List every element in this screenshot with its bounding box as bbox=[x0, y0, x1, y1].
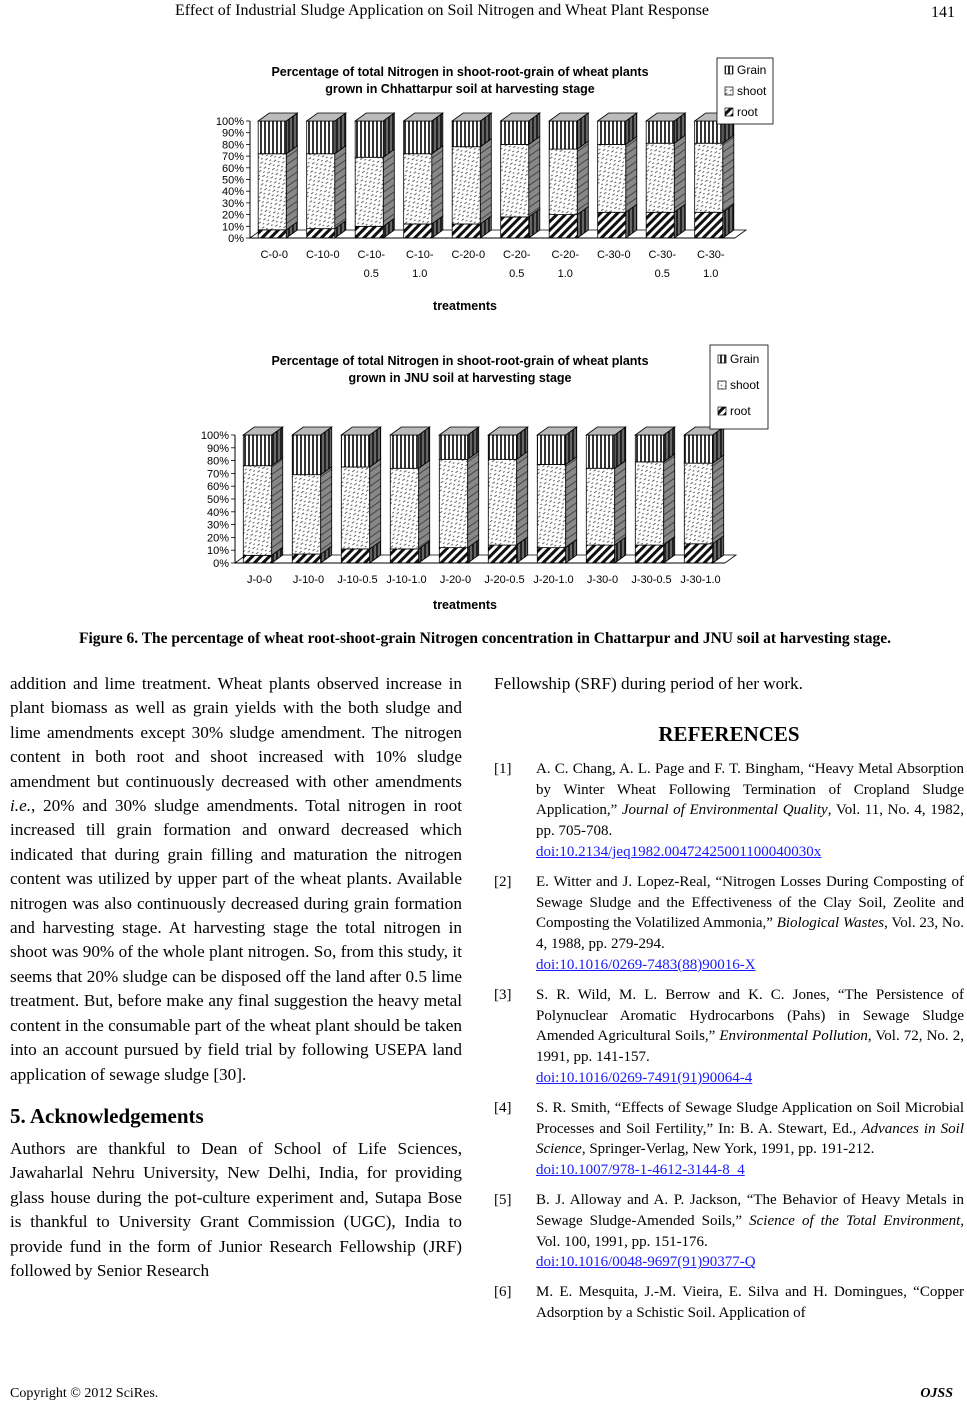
bar-segment-grain bbox=[598, 121, 626, 144]
y-tick-label: 40% bbox=[221, 186, 244, 199]
reference-text: A. C. Chang, A. L. Page and F. T. Bingham, “Heavy Metal Absorption by Winter Wheat Following Termination of Cropland Sludge Application,” Journal of Environmental Quality, Vol. 11, No. 4, 1982, pp. 705-708. doi:10.2134/jeq1982.00472425001100040030x bbox=[536, 759, 964, 863]
bar-segment-grain bbox=[646, 121, 674, 143]
bar-segment-root bbox=[390, 549, 418, 563]
bar-segment-shoot bbox=[452, 147, 480, 224]
legend-label-grain: Grain bbox=[730, 352, 760, 366]
bar-segment-shoot bbox=[635, 462, 663, 545]
bar-side-shoot bbox=[383, 149, 394, 226]
bar-segment-root bbox=[258, 230, 286, 238]
chart-jnu bbox=[0, 340, 967, 620]
doi-link[interactable]: doi:10.1016/0048-9697(91)90377-Q bbox=[536, 1254, 756, 1271]
bar-segment-root bbox=[695, 212, 723, 238]
bar-segment-shoot bbox=[341, 467, 369, 549]
x-tick-label: C-0-0 bbox=[260, 249, 289, 261]
y-tick-label: 100% bbox=[215, 116, 244, 128]
x-tick-label: 1.0 bbox=[412, 268, 428, 280]
y-tick-label: 20% bbox=[221, 209, 244, 222]
bar-segment-shoot bbox=[549, 149, 577, 215]
x-tick-label: 1.0 bbox=[703, 268, 719, 280]
chart-subtitle: grown in Chhattarpur soil at harvesting stage bbox=[325, 82, 595, 96]
acknowledgements-text: Authors are thankful to Dean of School of Life Sciences, Jawaharlal Nehru University, New Delhi, India, for providing glass house during the pot-culture experiment and, Sutapa Bose is thankful to University Grant Commission (UGC), India to provide fund in the form of Junior Research Fellowship (JRF) followed by Senior Research bbox=[10, 1138, 462, 1280]
bar-segment-grain bbox=[586, 435, 614, 468]
x-tick-label: J-20-1.0 bbox=[533, 574, 574, 586]
x-tick-label: J-20-0 bbox=[439, 574, 472, 586]
bar-segment-grain bbox=[635, 435, 663, 462]
bar-segment-shoot bbox=[695, 143, 723, 212]
acknowledgements-continued: Fellowship (SRF) during period of her work. bbox=[494, 674, 803, 693]
y-tick-label: 0% bbox=[213, 558, 229, 570]
chart-chhattarpur-svg bbox=[0, 48, 967, 323]
bar-side-shoot bbox=[577, 141, 588, 215]
y-tick-label: 100% bbox=[200, 430, 229, 442]
bar-segment-grain bbox=[684, 435, 712, 463]
chart-title: Percentage of total Nitrogen in shoot-root-grain of wheat plants bbox=[271, 65, 649, 79]
reference-list bbox=[494, 759, 964, 1324]
chart-subtitle: grown in JNU soil at harvesting stage bbox=[348, 371, 572, 385]
reference-item bbox=[494, 985, 964, 1089]
bar-segment-shoot bbox=[646, 143, 674, 212]
bar-segment-shoot bbox=[355, 157, 383, 226]
legend-swatch-root bbox=[718, 407, 726, 415]
bar-segment-root bbox=[452, 224, 480, 238]
bar-segment-shoot bbox=[258, 154, 286, 230]
y-tick-label: 70% bbox=[221, 151, 244, 164]
copyright: Copyright © 2012 SciRes. bbox=[10, 1386, 159, 1401]
y-tick-label: 70% bbox=[206, 468, 229, 481]
x-tick-label: J-30-0.5 bbox=[631, 574, 672, 586]
y-tick-label: 90% bbox=[206, 442, 229, 455]
legend-swatch-grain bbox=[718, 355, 726, 363]
x-tick-label: C-20- bbox=[551, 249, 580, 261]
bar-segment-grain bbox=[355, 121, 383, 157]
reference-item bbox=[494, 872, 964, 976]
x-tick-label: J-10-1.0 bbox=[386, 574, 427, 586]
y-tick-label: 10% bbox=[221, 221, 244, 234]
bar-segment-grain bbox=[390, 435, 418, 468]
reference-number: [5] bbox=[494, 1191, 512, 1208]
bar-segment-root bbox=[439, 548, 467, 563]
y-tick-label: 0% bbox=[228, 233, 244, 245]
y-tick-label: 60% bbox=[221, 162, 244, 175]
x-tick-label: 0.5 bbox=[363, 268, 379, 280]
bar-segment-shoot bbox=[404, 154, 432, 224]
bar-segment-root bbox=[307, 229, 335, 238]
bar-segment-grain bbox=[307, 121, 335, 154]
bar-side-shoot bbox=[674, 135, 685, 212]
bar-side-shoot bbox=[566, 456, 577, 547]
legend-swatch-root bbox=[725, 108, 733, 116]
bar-segment-root bbox=[501, 217, 529, 238]
legend-swatch-shoot bbox=[725, 87, 733, 95]
bar-segment-shoot bbox=[586, 468, 614, 545]
bar-side-shoot bbox=[432, 146, 443, 224]
footer bbox=[0, 1386, 967, 1406]
doi-link[interactable]: doi:10.1007/978-1-4612-3144-8_4 bbox=[536, 1162, 745, 1179]
bar-segment-grain bbox=[537, 435, 565, 464]
x-tick-label: C-30-0 bbox=[596, 249, 631, 261]
reference-number: [2] bbox=[494, 873, 512, 890]
x-tick-label: J-20-0.5 bbox=[484, 574, 525, 586]
y-tick-label: 60% bbox=[206, 481, 229, 494]
x-tick-label: 0.5 bbox=[654, 268, 670, 280]
y-tick-label: 80% bbox=[206, 455, 229, 468]
bar-side-shoot bbox=[321, 467, 332, 554]
running-head bbox=[0, 2, 967, 26]
x-axis-label: treatments bbox=[433, 299, 497, 313]
bar-side-shoot bbox=[370, 459, 381, 549]
bar-segment-shoot bbox=[537, 464, 565, 547]
bar-segment-shoot bbox=[243, 466, 271, 556]
bar-side-shoot bbox=[723, 135, 734, 212]
body-paragraph: addition and lime treatment. Wheat plants observed increase in plant biomass as well as grain yields with the both sludge and lime amendments except 30% sludge amendment. The nitrogen content in both root and shoot increased with 10% sludge amendment but continuously decreased with other amendments i.e., 20% and 30% sludge amendments. Total nitrogen in root increased till grain formation and onward decreased which indicated that during grain filling and maturation the nitrogen content was utilized by upper part of the wheat plants. Available nitrogen was also continuously decreased during grain formation and harvesting stage. At harvesting stage the total nitrogen in shoot was 90% of the whole plant nitrogen. So, from this study, it seems that 20% sludge can be disposed off the land after 0.5 lime treatment. But, before make any final suggestion the heavy metal content in the consumable part of the wheat plant should be taken into an account pursued by field trial by following USEPA land application of sewage sludge [30]. bbox=[10, 674, 462, 1084]
legend-swatch-grain bbox=[725, 66, 733, 74]
bar-segment-root bbox=[404, 224, 432, 238]
bar-segment-root bbox=[243, 555, 271, 563]
doi-link[interactable]: doi:10.1016/0269-7491(91)90064-4 bbox=[536, 1069, 753, 1086]
legend-label-root: root bbox=[730, 404, 751, 418]
bar-segment-root bbox=[537, 548, 565, 563]
bar-segment-grain bbox=[258, 121, 286, 154]
x-tick-label: C-30- bbox=[696, 249, 725, 261]
reference-text: E. Witter and J. Lopez-Real, “Nitrogen Losses During Composting of Sewage Sludge and the Effectiveness of the Clay Soil, Zeolite and Composting the Volatilized Ammonia,” Biological Wastes, Vol. 23, No. 4, 1988, pp. 279-294. doi:10.1016/0269-7483(88)90016-X bbox=[536, 872, 964, 976]
x-tick-label: C-10- bbox=[357, 249, 386, 261]
bar-segment-grain bbox=[404, 121, 432, 154]
reference-item bbox=[494, 1098, 964, 1181]
right-column bbox=[494, 672, 964, 1333]
x-tick-label: 1.0 bbox=[557, 268, 573, 280]
bar-segment-shoot bbox=[292, 475, 320, 554]
legend-label-grain: Grain bbox=[737, 63, 767, 77]
legend bbox=[710, 345, 768, 429]
bar-segment-root bbox=[635, 545, 663, 563]
doi-link[interactable]: doi:10.2134/jeq1982.00472425001100040030x bbox=[536, 844, 822, 860]
bar-segment-shoot bbox=[488, 459, 516, 545]
chart-jnu-svg bbox=[0, 340, 967, 620]
bar-segment-root bbox=[355, 226, 383, 238]
bar-side-shoot bbox=[615, 460, 626, 545]
reference-text: S. R. Wild, M. L. Berrow and K. C. Jones, “The Persistence of Polynuclear Aromatic Hydrocarbons (Pahs) in Sewage Sludge Amended Agricultural Soils,” Environmental Pollution, Vol. 72, No. 2, 1991, pp. 141-157. doi:10.1016/0269-7491(91)90064-4 bbox=[536, 985, 964, 1089]
references-heading: REFERENCES bbox=[658, 722, 800, 747]
y-tick-label: 40% bbox=[206, 506, 229, 519]
x-tick-label: C-10- bbox=[405, 249, 434, 261]
bar-side-shoot bbox=[517, 451, 528, 545]
x-tick-label: J-30-0 bbox=[586, 574, 619, 586]
bar-segment-root bbox=[549, 215, 577, 238]
bar-segment-shoot bbox=[307, 154, 335, 229]
y-tick-label: 20% bbox=[206, 532, 229, 545]
acknowledgements-heading: 5. Acknowledgements bbox=[10, 1103, 204, 1128]
reference-number: [6] bbox=[494, 1284, 512, 1301]
bar-segment-shoot bbox=[439, 459, 467, 547]
x-tick-label: J-10-0.5 bbox=[337, 574, 378, 586]
y-tick-label: 10% bbox=[206, 545, 229, 558]
reference-number: [3] bbox=[494, 986, 512, 1003]
x-tick-label: J-0-0 bbox=[246, 574, 273, 586]
bar-segment-root bbox=[488, 545, 516, 563]
bar-segment-grain bbox=[452, 121, 480, 147]
legend-label-shoot: shoot bbox=[730, 378, 760, 392]
x-tick-label: C-10-0 bbox=[305, 249, 340, 261]
bar-segment-root bbox=[341, 549, 369, 563]
bar-segment-shoot bbox=[684, 463, 712, 544]
bar-segment-root bbox=[586, 545, 614, 563]
bar-segment-root bbox=[598, 212, 626, 238]
bar-side-shoot bbox=[626, 136, 637, 212]
figure-caption: Figure 6. The percentage of wheat root-shoot-grain Nitrogen concentration in Chattarpur and JNU soil at harvesting stage. bbox=[79, 630, 891, 647]
y-tick-label: 50% bbox=[206, 494, 229, 506]
bar-segment-grain bbox=[501, 121, 529, 144]
x-tick-label: C-30- bbox=[648, 249, 677, 261]
x-tick-label: C-20-0 bbox=[451, 249, 486, 261]
bar-segment-grain bbox=[292, 435, 320, 475]
page-number: 141 bbox=[931, 4, 955, 21]
bar-segment-grain bbox=[439, 435, 467, 459]
bar-segment-root bbox=[646, 212, 674, 238]
legend-label-root: root bbox=[737, 105, 758, 119]
reference-item bbox=[494, 1190, 964, 1273]
legend-label-shoot: shoot bbox=[737, 84, 767, 98]
left-column bbox=[10, 672, 462, 1283]
bar-segment-grain bbox=[341, 435, 369, 467]
reference-item bbox=[494, 759, 964, 863]
y-tick-label: 80% bbox=[221, 139, 244, 152]
reference-text: M. E. Mesquita, J.-M. Vieira, E. Silva and H. Domingues, “Copper Adsorption by a Schistic Soil. Application of bbox=[536, 1284, 964, 1321]
bar-side-shoot bbox=[419, 460, 430, 549]
bar-side-shoot bbox=[335, 146, 346, 229]
legend-swatch-shoot bbox=[718, 381, 726, 389]
doi-link[interactable]: doi:10.1016/0269-7483(88)90016-X bbox=[536, 956, 756, 973]
y-tick-label: 30% bbox=[221, 197, 244, 210]
bar-side-shoot bbox=[713, 455, 724, 544]
bar-side-shoot bbox=[272, 458, 283, 556]
y-tick-label: 90% bbox=[221, 127, 244, 140]
x-axis-label: treatments bbox=[433, 598, 497, 612]
bar-side-shoot bbox=[286, 146, 297, 230]
x-tick-label: 0.5 bbox=[509, 268, 525, 280]
reference-item bbox=[494, 1282, 964, 1324]
bar-segment-shoot bbox=[598, 144, 626, 212]
reference-text: S. R. Smith, “Effects of Sewage Sludge Application on Soil Microbial Processes and Soil Fertility,” In: B. A. Stewart, Ed., Advances in Soil Science, Springer-Verlag, New York, 1991, pp. 191-212. doi:10.1007/978-1-4612-3144-8_4 bbox=[536, 1098, 964, 1181]
bar-segment-shoot bbox=[501, 144, 529, 217]
running-title: Effect of Industrial Sludge Application on Soil Nitrogen and Wheat Plant Response bbox=[175, 2, 709, 19]
reference-text: B. J. Alloway and A. P. Jackson, “The Behavior of Heavy Metals in Sewage Sludge-Amended Soils,” Science of the Total Environment, Vol. 100, 1991, pp. 151-176. doi:10.1016/0048-9697(91)90377-Q bbox=[536, 1190, 964, 1273]
bar-segment-grain bbox=[488, 435, 516, 459]
y-tick-label: 50% bbox=[221, 174, 244, 187]
bar-side-shoot bbox=[664, 454, 675, 545]
chart-chhattarpur bbox=[0, 48, 967, 323]
x-tick-label: J-10-0 bbox=[292, 574, 325, 586]
bar-segment-grain bbox=[549, 121, 577, 149]
reference-number: [1] bbox=[494, 760, 512, 777]
bar-side-shoot bbox=[529, 136, 540, 217]
bar-segment-root bbox=[292, 554, 320, 563]
bar-side-shoot bbox=[468, 451, 479, 547]
bar-segment-grain bbox=[243, 435, 271, 466]
reference-number: [4] bbox=[494, 1099, 512, 1116]
bar-segment-root bbox=[684, 544, 712, 563]
bar-side-shoot bbox=[480, 139, 491, 224]
x-tick-label: C-20- bbox=[502, 249, 531, 261]
x-tick-label: J-30-1.0 bbox=[680, 574, 721, 586]
y-tick-label: 30% bbox=[206, 519, 229, 532]
chart-title: Percentage of total Nitrogen in shoot-root-grain of wheat plants bbox=[271, 354, 649, 368]
bar-segment-shoot bbox=[390, 468, 418, 549]
legend bbox=[717, 58, 773, 124]
journal-abbrev: OJSS bbox=[920, 1386, 953, 1401]
